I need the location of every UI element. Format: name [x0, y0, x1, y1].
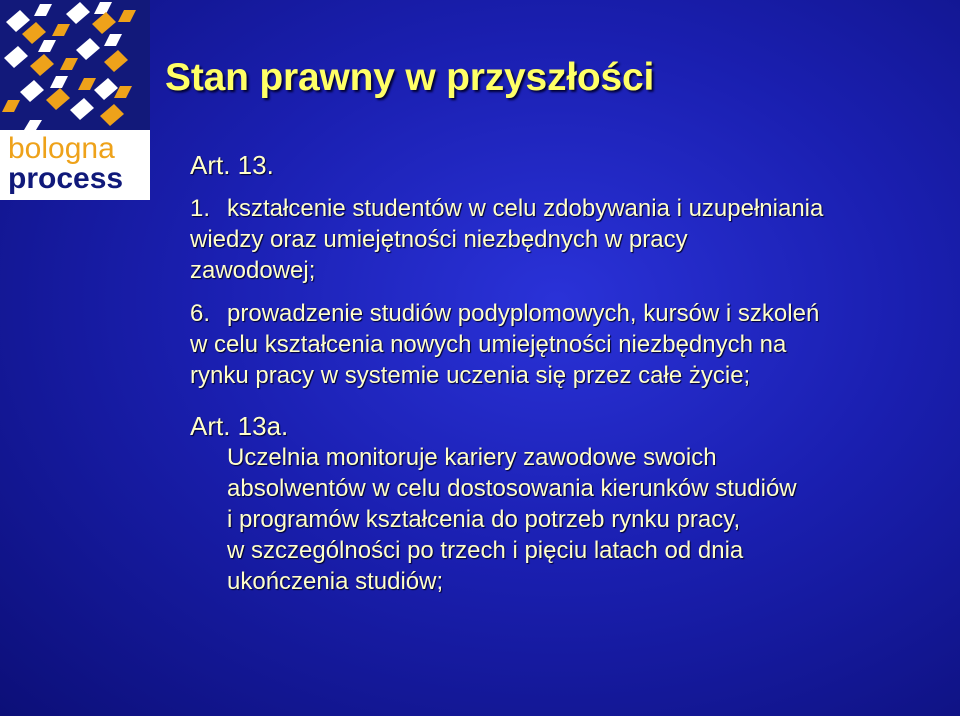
slide-title: Stan prawny w przyszłości [165, 56, 655, 99]
item-number: 1. [190, 195, 211, 222]
para-line: Uczelnia monitoruje kariery zawodowe swoich [227, 444, 717, 471]
article-13-heading: Art. 13. [190, 150, 274, 180]
item-number: 6. [190, 300, 211, 327]
item-line: prowadzenie studiów podyplomowych, kursów i szkoleń [227, 300, 820, 327]
logo-pattern [0, 0, 150, 130]
item-line: rynku pracy w systemie uczenia się przez całe życie; [190, 362, 751, 389]
article-13a-heading: Art. 13a. [190, 411, 289, 441]
para-line: absolwentów w celu dostosowania kierunków studiów [227, 475, 797, 502]
logo-word-bologna: bologna [8, 132, 115, 165]
para-line: i programów kształcenia do potrzeb rynku pracy, [227, 506, 741, 533]
para-line: ukończenia studiów; [227, 568, 444, 595]
logo-arrows-icon [0, 0, 150, 130]
item-line: zawodowej; [190, 257, 316, 284]
item-line: wiedzy oraz umiejętności niezbędnych w pracy [190, 226, 688, 253]
bologna-process-logo [0, 0, 150, 200]
item-line: w celu kształcenia nowych umiejętności niezbędnych na [190, 331, 787, 358]
article-13-item-6 [190, 298, 920, 391]
logo-word-process: process [8, 162, 124, 195]
article-13a-text [190, 442, 920, 597]
slide-content [190, 150, 920, 597]
para-line: w szczególności po trzech i pięciu latach od dnia [227, 537, 744, 564]
article-13-item-1 [190, 193, 920, 286]
item-line: kształcenie studentów w celu zdobywania i uzupełniania [227, 195, 824, 222]
